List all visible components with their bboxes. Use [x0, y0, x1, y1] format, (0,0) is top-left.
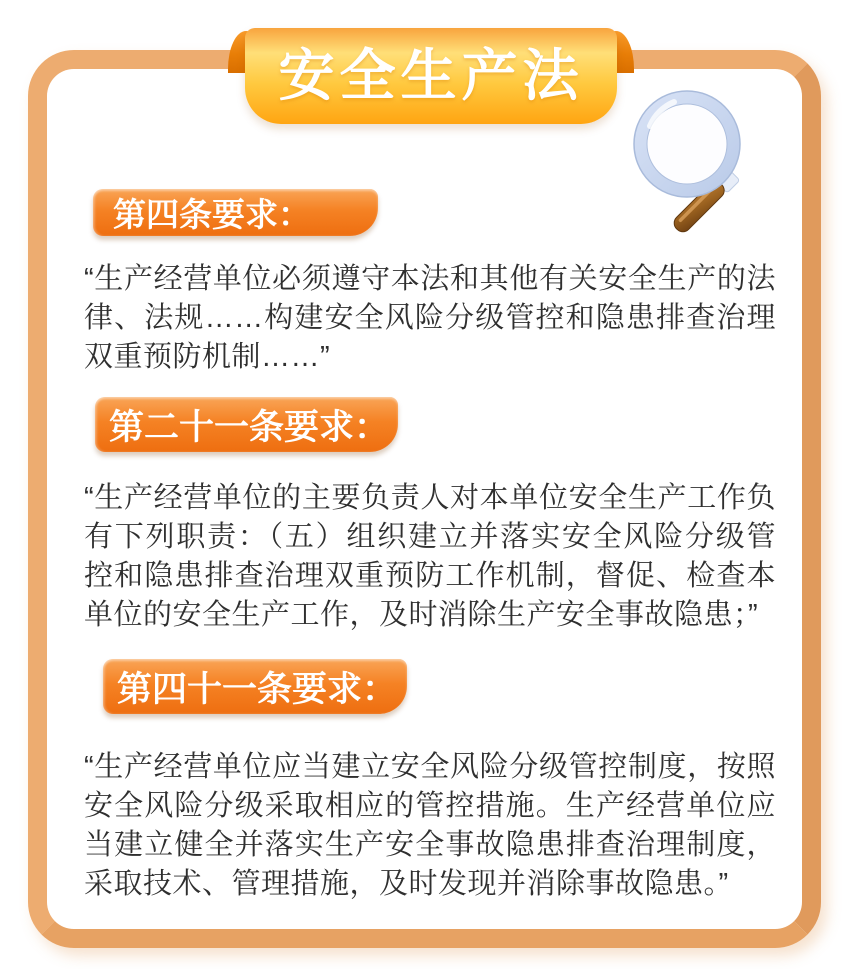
ribbon-body [245, 28, 617, 124]
article-21-body: “生产经营单位的主要负责人对本单位安全生产工作负有下列职责：（五）组织建立并落实安全风险分级管控和隐患排查治理双重预防工作机制，督促、检查本单位的安全生产工作，及时消除生产安全事故隐患；” [84, 482, 776, 631]
article-21-heading: 第二十一条要求： [109, 407, 390, 447]
title-ribbon [228, 26, 634, 126]
article-41-heading: 第四十一条要求： [117, 669, 398, 709]
article-21-badge [95, 397, 398, 452]
article-4-heading: 第四条要求： [113, 196, 311, 233]
article-41-badge [103, 659, 407, 714]
article-4-badge [93, 189, 378, 236]
article-4-body: “生产经营单位必须遵守本法和其他有关安全生产的法律、法规……构建安全风险分级管控和隐患排查治理双重预防机制……” [84, 263, 776, 373]
magnifying-glass-icon [612, 82, 792, 250]
page-title: 安全生产法 [278, 44, 584, 107]
article-41-body: “生产经营单位应当建立安全风险分级管控制度，按照安全风险分级采取相应的管控措施。生产经营单位应当建立健全并落实生产安全事故隐患排查治理制度，采取技术、管理措施，及时发现并消除事故隐患。” [84, 751, 776, 900]
